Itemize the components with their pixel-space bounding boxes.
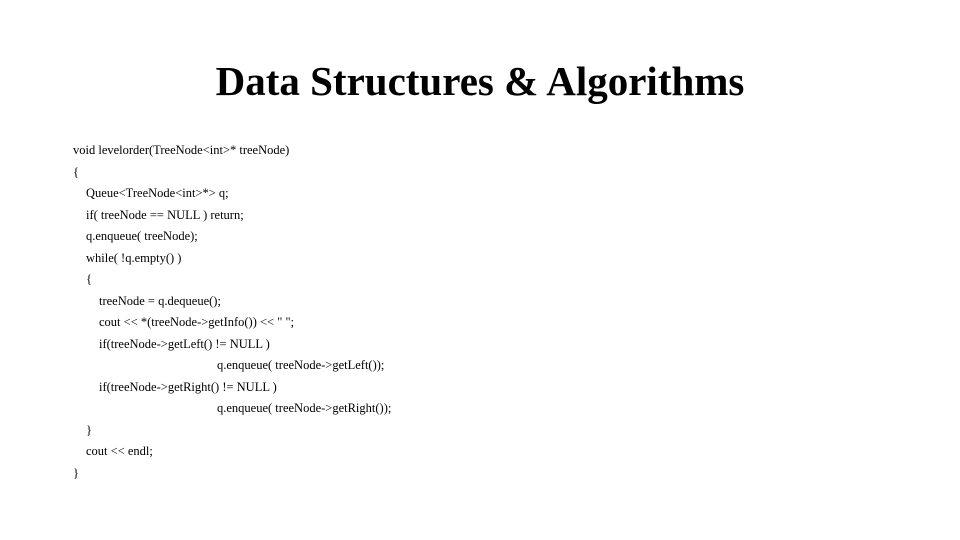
code-line: q.enqueue( treeNode->getRight());	[217, 401, 392, 415]
code-block	[73, 140, 893, 484]
code-line: {	[73, 164, 79, 179]
code-line: q.enqueue( treeNode->getLeft());	[217, 358, 385, 372]
code-line: treeNode = q.dequeue();	[99, 293, 221, 308]
code-line: }	[86, 422, 92, 437]
code-line: if( treeNode == NULL ) return;	[86, 207, 244, 222]
code-line: void levelorder(TreeNode<int>* treeNode)	[73, 143, 290, 157]
code-line: {	[86, 272, 92, 286]
code-line: Queue<TreeNode<int>*> q;	[86, 186, 229, 200]
code-line: if(treeNode->getRight() != NULL )	[99, 379, 277, 394]
code-line: }	[73, 465, 79, 480]
code-line: if(treeNode->getLeft() != NULL )	[99, 336, 270, 351]
slide-title: Data Structures & Algorithms	[215, 58, 745, 104]
code-line: while( !q.empty() )	[86, 250, 182, 265]
code-line: cout << *(treeNode->getInfo()) << " ";	[99, 315, 295, 329]
code-line: q.enqueue( treeNode);	[86, 229, 198, 243]
code-line: cout << endl;	[86, 444, 153, 458]
